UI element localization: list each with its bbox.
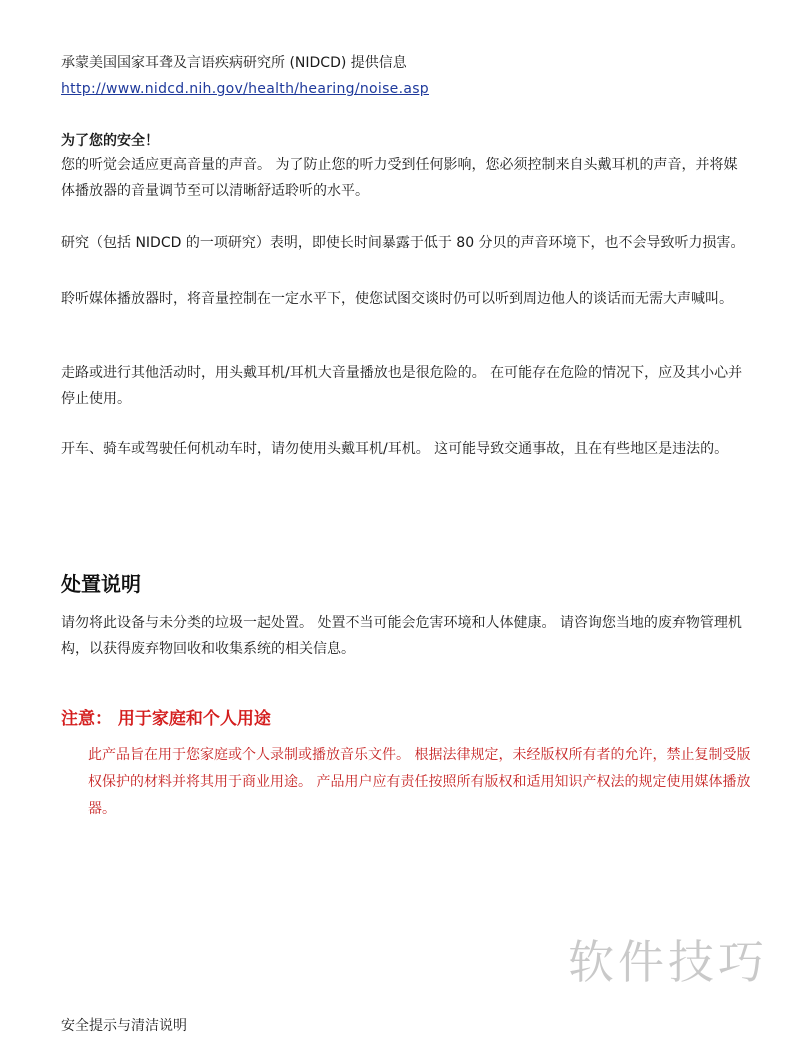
- safety-paragraph-1: 您的听觉会适应更高音量的声音。 为了防止您的听力受到任何影响，您必须控制来自头戴耳机的声音，并将媒体播放器的音量调节至可以清晰舒适聆听的水平。: [61, 157, 738, 199]
- safety-paragraph-2: 研究（包括 NIDCD 的一项研究）表明，即使长时间暴露于低于 80 分贝的声音环境下，也不会导致听力损害。: [61, 235, 745, 251]
- disposal-heading: 处置说明: [61, 572, 141, 596]
- safety-paragraph-5: 开车、骑车或驾驶任何机动车时，请勿使用头戴耳机/耳机。 这可能导致交通事故，且在有些地区是违法的。: [61, 441, 729, 457]
- note-heading: 注意： 用于家庭和个人用途: [61, 709, 271, 729]
- safety-paragraph-4: 走路或进行其他活动时，用头戴耳机/耳机大音量播放也是很危险的。 在可能存在危险的情况下，应及其小心并停止使用。: [61, 365, 743, 407]
- footer-heading: 安全提示与清洁说明: [61, 1018, 187, 1034]
- safety-heading: 为了您的安全！: [61, 133, 159, 149]
- note-paragraph: 此产品旨在用于您家庭或个人录制或播放音乐文件。 根据法律规定，未经版权所有者的允许，禁止复制受版权保护的材料并将其用于商业用途。 产品用户应有责任按照所有版权和适用知识产权法的规定使用媒体播放器。: [88, 747, 751, 817]
- disposal-paragraph: 请勿将此设备与未分类的垃圾一起处置。 处置不当可能会危害环境和人体健康。 请咨询您当地的废弃物管理机构，以获得废弃物回收和收集系统的相关信息。: [61, 615, 742, 657]
- watermark-text: 软件技巧: [568, 935, 768, 989]
- safety-paragraph-3: 聆听媒体播放器时，将音量控制在一定水平下，使您试图交谈时仍可以听到周边他人的谈话而无需大声喊叫。: [61, 291, 733, 307]
- source-credit: 承蒙美国国家耳聋及言语疾病研究所 (NIDCD) 提供信息: [61, 55, 407, 71]
- nidcd-link[interactable]: http://www.nidcd.nih.gov/health/hearing/noise.asp: [61, 81, 429, 97]
